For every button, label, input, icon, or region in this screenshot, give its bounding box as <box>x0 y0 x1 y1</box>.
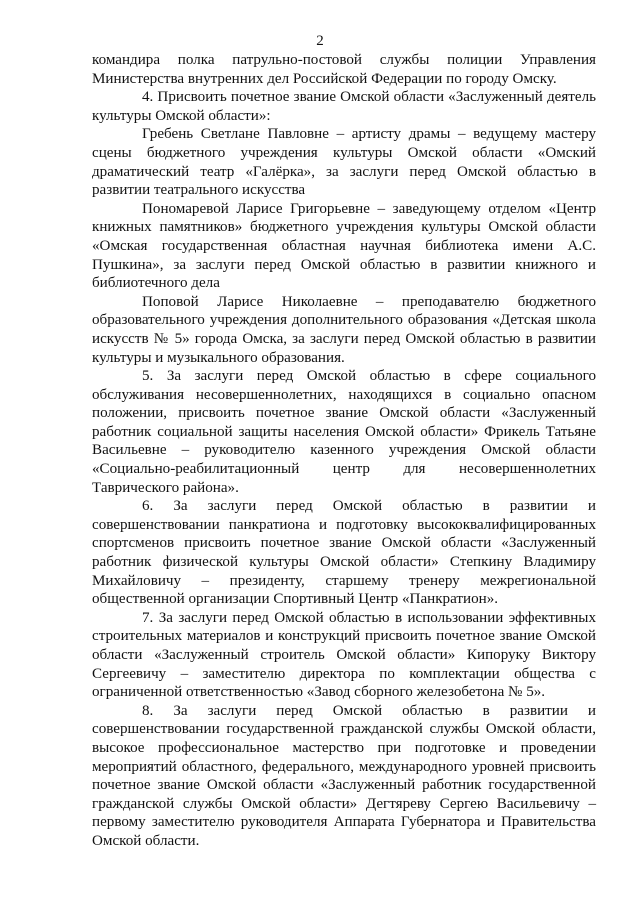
paragraph-item-4: 4. Присвоить почетное звание Омской области «Заслуженный деятель культуры Омской области»: <box>92 89 596 124</box>
paragraph-item-5: 5. За заслуги перед Омской областью в сфере социального обслуживания несовершеннолетних, находящихся в социально опасном положении, присвоить почетное звание Омской области «Заслуженный работник социальной защиты населения Омской области» Фрикель Татьяне Васильевне – руководителю казенного учреждения Омской области «Социально-реабилитационный центр для несовершеннолетних Таврического района». <box>92 368 596 496</box>
paragraph-item-8: 8. За заслуги перед Омской областью в развитии и совершенствовании государственной гражданской службы Омской области, высокое профессиональное мастерство при подготовке и проведении мероприятий областного, федерального, международного уровней присвоить почетное звание Омской области «Заслуженный работник государственной гражданской службы Омской области» Дегтяреву Сергею Васильевичу – первому заместителю руководителя Аппарата Губернатора и Правительства Омской области. <box>92 702 596 849</box>
page-number: 2 <box>316 33 324 49</box>
paragraph-ponomareva: Пономаревой Ларисе Григорьевне – заведующему отделом «Центр книжных памятников» бюджетного учреждения культуры Омской области «Омская государственная областная научная библиотека имени А.С. Пушкина», за заслуги перед Омской областью в развитии книжного и библиотечного дела <box>92 200 596 292</box>
document-body <box>92 51 596 851</box>
paragraph-item-6: 6. За заслуги перед Омской областью в развитии и совершенствовании панкратиона и подготовку высококвалифицированных спортсменов присвоить почетное звание Омской области «Заслуженный работник физической культуры Омской области» Степкину Владимиру Михайловичу – президенту, старшему тренеру межрегиональной общественной организации Спортивный Центр «Панкратион». <box>92 498 596 608</box>
paragraph-popova: Поповой Ларисе Николаевне – преподавателю бюджетного образовательного учреждения дополнительного образования «Детская школа искусств № 5» города Омска, за заслуги перед Омской областью в развитии культуры и музыкального образования. <box>92 293 596 366</box>
paragraph-greben: Гребень Светлане Павловне – артисту драмы – ведущему мастеру сцены бюджетного учреждения культуры Омской области «Омский драматический театр «Галёрка», за заслуги перед Омской областью в развитии театрального искусства <box>92 126 596 199</box>
paragraph-continuation: командира полка патрульно-постовой службы полиции Управления Министерства внутренних дел Российской Федерации по городу Омску. <box>92 52 596 87</box>
paragraph-item-7: 7. За заслуги перед Омской областью в использовании эффективных строительных материалов и конструкций присвоить почетное звание Омской области «Заслуженный строитель Омской области» Кипоруку Виктору Сергеевичу – заместителю директора по комплектации общества с ограниченной ответственностью «Завод сборного железобетона № 5». <box>92 609 596 701</box>
